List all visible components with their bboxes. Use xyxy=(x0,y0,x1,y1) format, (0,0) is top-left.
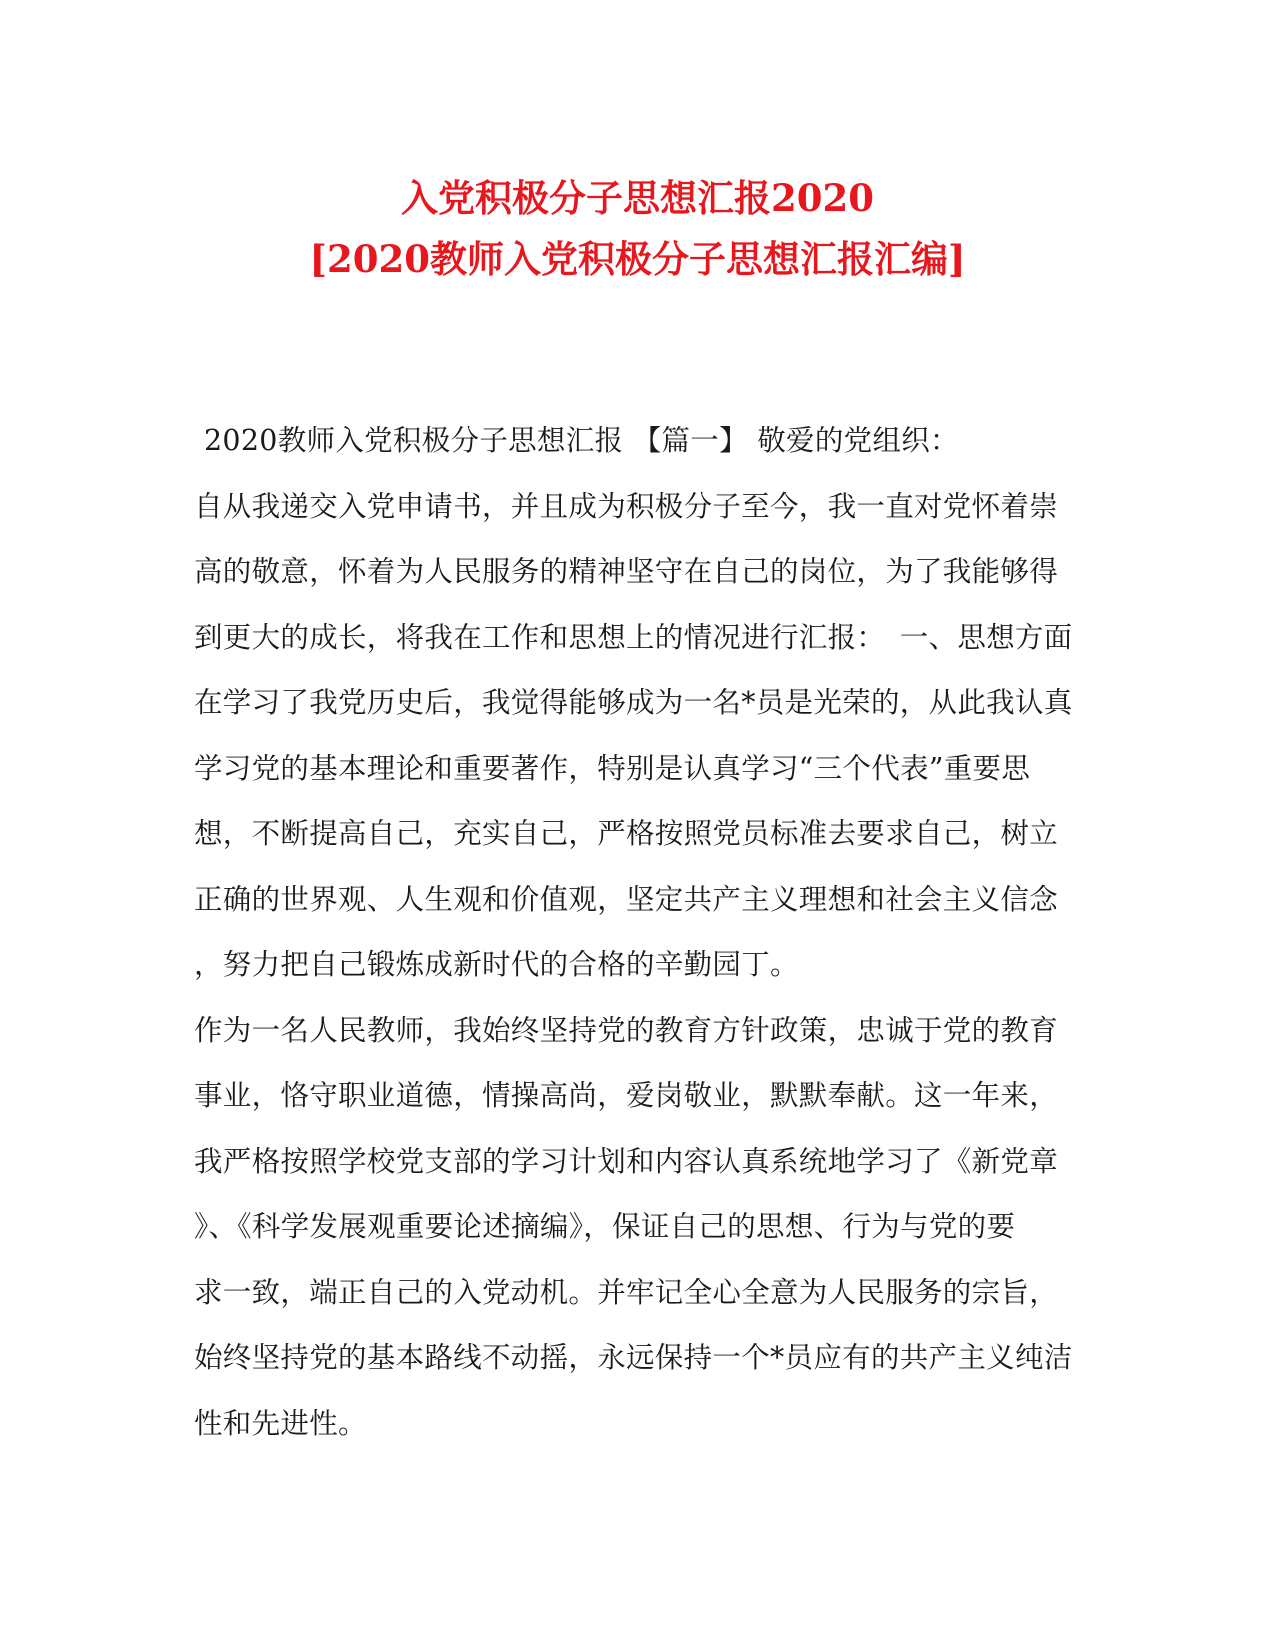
body-line: 我严格按照学校党支部的学习计划和内容认真系统地学习了《新党章 xyxy=(194,1144,1059,1178)
body-line: 自从我递交入党申请书，并且成为积极分子至今，我一直对党怀着崇 xyxy=(194,489,1059,523)
document-title xyxy=(0,168,1275,290)
body-line: 》、《科学发展观重要论述摘编》，保证自己的思想、行为与党的要 xyxy=(194,1210,1016,1243)
body-line: 作为一名人民教师，我始终坚持党的教育方针政策，忠诚于党的教育 xyxy=(194,1013,1059,1047)
body-line: 高的敬意，怀着为人民服务的精神坚守在自己的岗位，为了我能够得 xyxy=(194,555,1059,588)
body-line: 求一致，端正自己的入党动机。并牢记全心全意为人民服务的宗旨， xyxy=(194,1275,1059,1309)
title-line-2: [2020教师入党积极分子思想汇报汇编] xyxy=(309,237,966,281)
body-line: ，努力把自己锻炼成新时代的合格的辛勤园丁。 xyxy=(194,948,799,981)
body-line: 始终坚持党的基本路线不动摇，永远保持一个*员应有的共产主义纯洁 xyxy=(194,1341,1073,1374)
body-line: 正确的世界观、人生观和价值观，坚定共产主义理想和社会主义信念 xyxy=(194,882,1059,916)
body-line: 性和先进性。 xyxy=(194,1406,367,1440)
body-line: 在学习了我党历史后，我觉得能够成为一名*员是光荣的，从此我认真 xyxy=(194,686,1073,719)
title-line-1: 入党积极分子思想汇报2020 xyxy=(401,176,874,220)
body-line: 学习党的基本理论和重要著作，特别是认真学习“三个代表”重要思 xyxy=(194,751,1031,785)
document-body xyxy=(194,408,1094,1456)
body-line: 到更大的成长，将我在工作和思想上的情况进行汇报： 一、思想方面 xyxy=(194,620,1073,654)
body-line: 事业，恪守职业道德，情操高尚，爱岗敬业，默默奉献。这一年来， xyxy=(194,1079,1059,1112)
body-line: 2020教师入党积极分子思想汇报 【篇一】 敬爱的党组织： xyxy=(204,424,959,457)
body-line: 想，不断提高自己，充实自己，严格按照党员标准去要求自己，树立 xyxy=(194,817,1059,850)
